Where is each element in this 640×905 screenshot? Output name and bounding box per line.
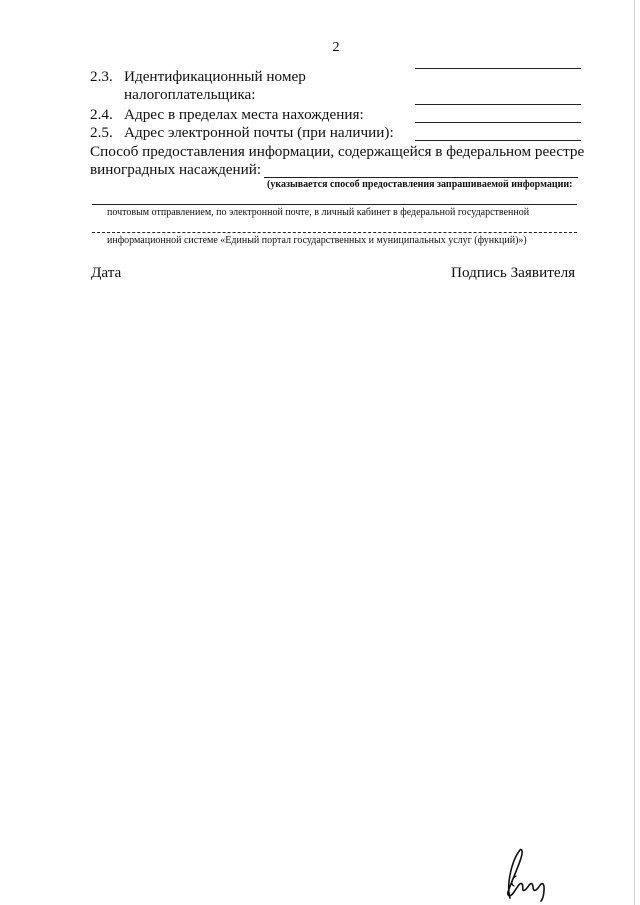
- page-number: 2: [332, 40, 340, 55]
- item-label: Адрес электронной почты (при наличии):: [124, 124, 394, 141]
- item-address: [90, 106, 364, 124]
- item-label: Идентификационный номер: [124, 68, 306, 85]
- inn-fill-line-top: [415, 68, 581, 69]
- item-inn-line2: налогоплательщика:: [124, 86, 256, 103]
- note-line3: информационной системе «Единый портал государственных и муниципальных услуг (функций)»): [107, 235, 527, 246]
- date-label: Дата: [91, 264, 122, 281]
- handwritten-signature-icon: [492, 846, 562, 902]
- item-email: [90, 124, 394, 142]
- email-fill-line: [415, 140, 581, 141]
- method-label-line1: Способ предоставления информации, содержащейся в федеральном реестре: [90, 143, 585, 160]
- signature-label: Подпись Заявителя: [451, 264, 576, 281]
- method-label-line2: виноградных насаждений:: [90, 161, 262, 178]
- method-fill-line-3: [92, 232, 577, 233]
- note-line2: почтовым отправлением, по электронной почте, в личный кабинет в федеральной государственной: [107, 207, 530, 218]
- inn-fill-line: [415, 104, 581, 105]
- method-fill-line: [264, 177, 578, 178]
- item-inn: [90, 68, 306, 86]
- method-fill-line-2: [92, 204, 577, 205]
- item-number: 2.4.: [90, 106, 113, 123]
- item-number: 2.3.: [90, 68, 113, 85]
- note-line1: (указывается способ предоставления запрашиваемой информации:: [267, 179, 573, 190]
- item-label: Адрес в пределах места нахождения:: [124, 106, 364, 123]
- scan-edge: [634, 0, 635, 905]
- item-number: 2.5.: [90, 124, 113, 141]
- address-fill-line: [415, 122, 581, 123]
